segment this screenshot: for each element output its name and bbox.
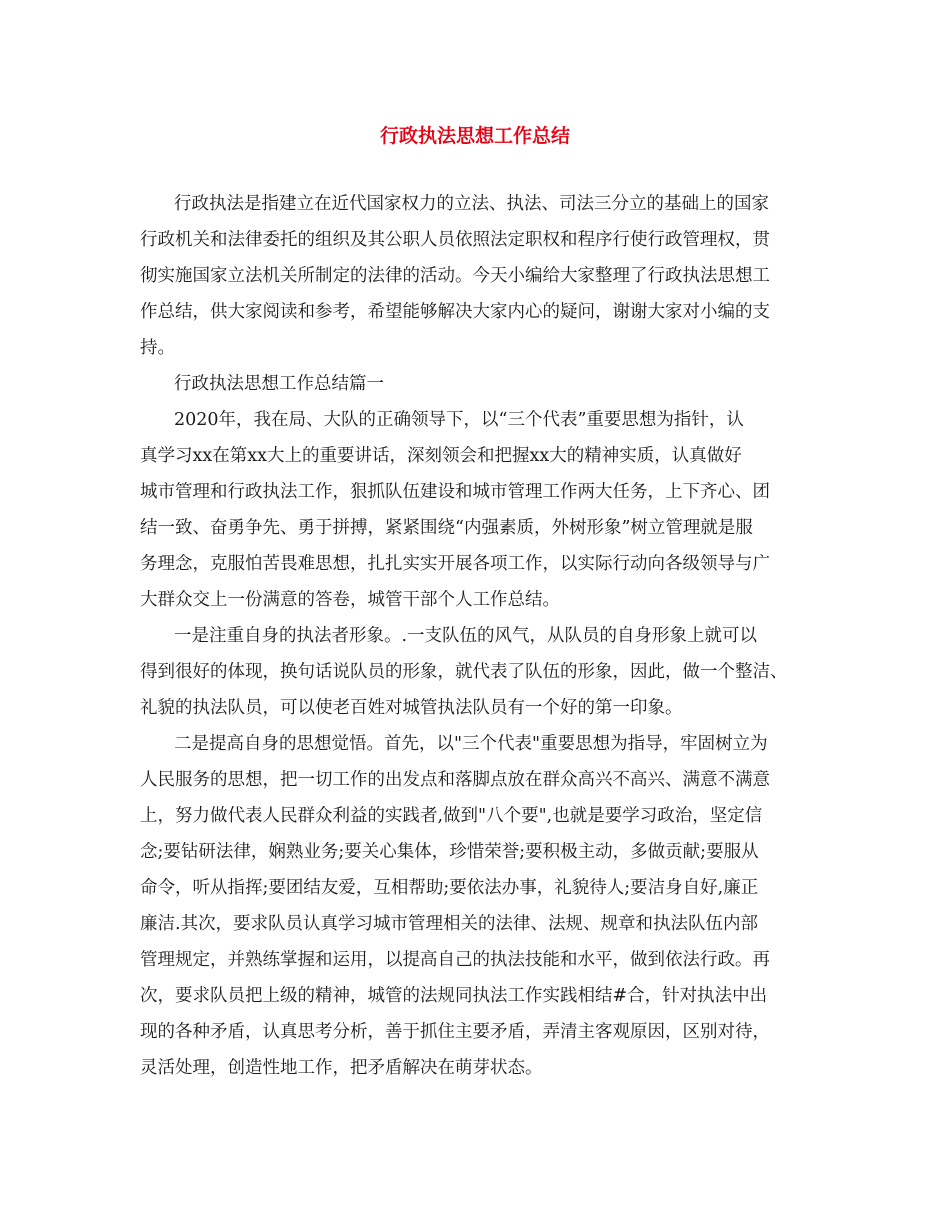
- body-line: 2020年，我在局、大队的正确领导下，以“三个代表”重要思想为指针，认: [174, 410, 744, 430]
- body-line: 次，要求队员把上级的精神，城管的法规同执法工作实践相结#合，针对执法中出: [140, 986, 768, 1006]
- body-line: 廉洁.其次，要求队员认真学习城市管理相关的法律、法规、规章和执法队伍内部: [140, 914, 759, 934]
- body-line: 灵活处理，创造性地工作，把矛盾解决在萌芽状态。: [140, 1058, 543, 1078]
- body-line: 上，努力做代表人民群众利益的实践者,做到"八个要",也就是要学习政治，坚定信: [140, 806, 763, 826]
- body-line: 一是注重自身的执法者形象。.一支队伍的风气，从队员的自身形象上就可以: [174, 626, 758, 646]
- body-line: 礼貌的执法队员，可以使老百姓对城管执法队员有一个好的第一印象。: [140, 698, 683, 718]
- document-title: 行政执法思想工作总结: [379, 125, 570, 147]
- section-heading: 行政执法思想工作总结篇一: [174, 374, 384, 394]
- body-line: 得到很好的体现，换句话说队员的形象，就代表了队伍的形象，因此，做一个整洁、: [140, 662, 788, 682]
- body-line: 管理规定，并熟练掌握和运用，以提高自己的执法技能和水平，做到依法行政。再: [140, 950, 770, 970]
- body-line: 现的各种矛盾，认真思考分析，善于抓住主要矛盾，弄清主客观原因，区别对待，: [140, 1022, 770, 1042]
- body-line: 持。: [140, 338, 175, 358]
- body-line: 念;要钻研法律，娴熟业务;要关心集体，珍惜荣誉;要积极主动，多做贡献;要服从: [140, 842, 759, 862]
- body-line: 结一致、奋勇争先、勇于拼搏，紧紧围绕“内强素质，外树形象”树立管理就是服: [140, 518, 753, 538]
- body-line: 真学习xx在第xx大上的重要讲话，深刻领会和把握xx大的精神实质，认真做好: [140, 446, 742, 466]
- body-line: 务理念，克服怕苦畏难思想，扎扎实实开展各项工作，以实际行动向各级领导与广: [140, 554, 770, 574]
- body-line: 命令，听从指挥;要团结友爱，互相帮助;要依法办事，礼貌待人;要洁身自好,廉正: [140, 878, 759, 898]
- body-line: 行政机关和法律委托的组织及其公职人员依照法定职权和程序行使行政管理权，贯: [140, 230, 770, 250]
- body-line: 彻实施国家立法机关所制定的法律的活动。今天小编给大家整理了行政执法思想工: [140, 266, 770, 286]
- body-line: 人民服务的思想，把一切工作的出发点和落脚点放在群众高兴不高兴、满意不满意: [140, 770, 770, 790]
- body-line: 二是提高自身的思想觉悟。首先，以"三个代表"重要思想为指导，牢固树立为: [174, 734, 768, 754]
- body-line: 作总结，供大家阅读和参考，希望能够解决大家内心的疑问，谢谢大家对小编的支: [140, 302, 770, 322]
- body-line: 大群众交上一份满意的答卷，城管干部个人工作总结。: [140, 590, 560, 610]
- body-line: 城市管理和行政执法工作，狠抓队伍建设和城市管理工作两大任务，上下齐心、团: [140, 482, 770, 502]
- body-line: 行政执法是指建立在近代国家权力的立法、执法、司法三分立的基础上的国家: [174, 194, 769, 214]
